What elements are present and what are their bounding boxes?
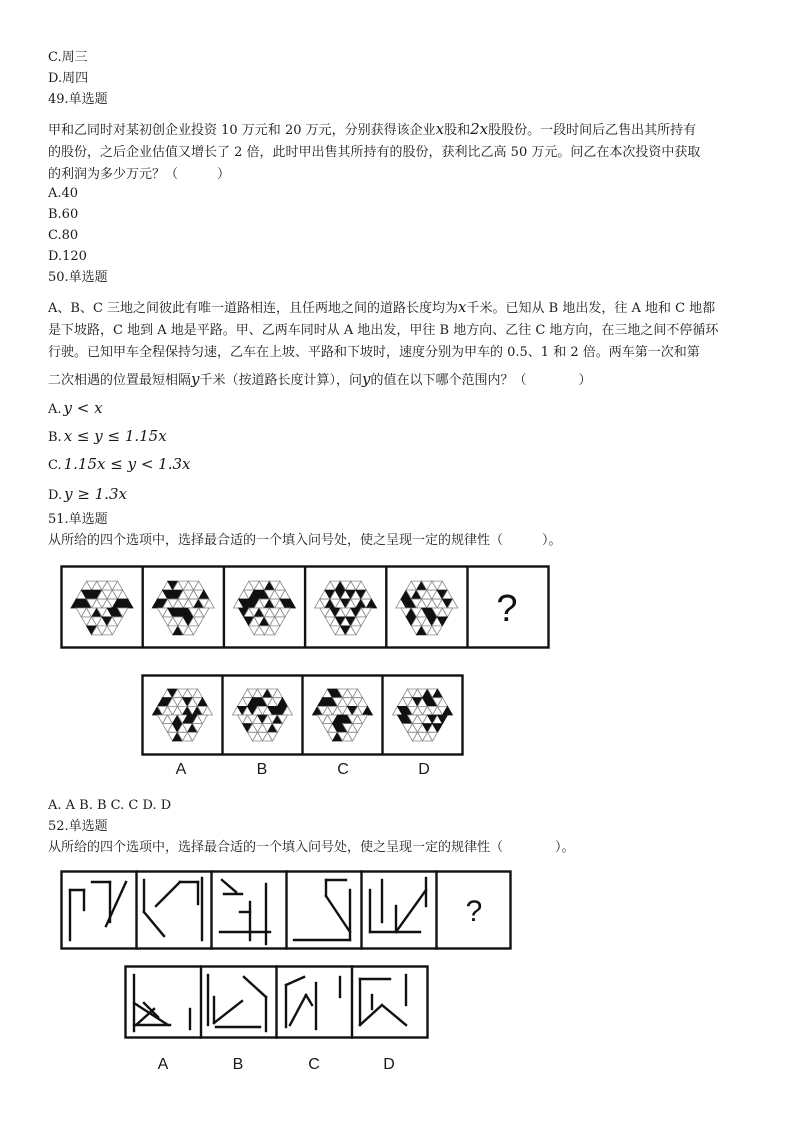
q49-stem-part: 股股份。一段时间后乙售出其所持有 [488,123,697,138]
q51-option-d [393,689,453,741]
option-label: D. [48,488,63,503]
q50-option-c[interactable] [48,454,190,476]
q51-answer-options[interactable]: A. A B. B C. C D. D [48,798,172,813]
q50-header: 50.单选题 [48,270,108,285]
q51-question-cell-3 [233,581,295,635]
q51-question-cell-1 [71,581,133,635]
q52-option-b-label[interactable]: B [232,1056,244,1073]
q52-options-figure [124,965,430,1039]
q52-cell-3 [220,880,270,944]
q49-stem-line2: 的股份，之后企业估值又增长了 2 倍，此时甲出售其所持有的股份，获利比乙高 50 万元。问乙在本次投资中获取 [48,145,701,160]
q52-question-mark: ? [465,895,483,928]
q49-stem [48,118,764,186]
q51-option-b [233,689,293,741]
q51-question-figure [60,565,550,649]
q52-option-a-label[interactable]: A [157,1056,169,1073]
q51-option-a [153,689,213,741]
q50-stem-part: 二次相遇的位置最短相隔 [48,373,192,388]
q52-option-c-label[interactable]: C [308,1056,320,1073]
q50-stem-line2: 是下坡路，C 地到 A 地是平路。甲、乙两车同时从 A 地出发，甲往 B 地方向、乙往 C 地方向，在三地之间不停循环 [48,323,719,338]
q50-option-b[interactable] [48,426,167,448]
option-math: y ≥ 1.3x [64,485,127,503]
q51-option-captions [141,761,464,781]
q52-cell-5 [370,878,426,932]
q51-options-figure [141,674,464,756]
q50-stem-line3: 行驶。已知甲车全程保持匀速，乙车在上坡、平路和下坡时，速度分别为甲车的 0.5、1 和 2 倍。两车第一次和第 [48,345,700,360]
option-math: x ≤ y ≤ 1.15x [63,427,167,445]
q51-question-svg [60,565,550,649]
q51-option-a-label[interactable]: A [175,761,187,778]
option-label: B. [48,430,62,445]
q51-question-mark: ? [496,588,518,630]
math-var-y: y [191,370,200,388]
q49-stem-part: 甲和乙同时对某初创企业投资 10 万元和 20 万元，分别获得该企业 [48,123,436,138]
q48-option-c: C.周三 [48,50,88,65]
q52-option-d [360,975,406,1025]
math-var-2x: 2x [470,120,489,138]
q52-options-svg [124,965,430,1039]
math-var-x: x [435,120,445,138]
q51-question-cell-4 [315,581,377,635]
q49-option-d[interactable]: D.120 [48,249,87,264]
option-math: 1.15x ≤ y < 1.3x [63,455,191,473]
option-label: C. [48,458,62,473]
q51-option-c-label[interactable]: C [337,761,349,778]
math-var-y: y [362,370,371,388]
q52-option-b [208,975,266,1031]
q49-option-a[interactable]: A.40 [48,186,79,201]
q52-stem: 从所给的四个选项中，选择最合适的一个填入问号处，使之呈现一定的规律性（ ）。 [48,840,575,855]
q52-option-a [134,975,190,1031]
option-math: y < x [63,399,103,417]
q52-cell-4 [294,880,350,940]
q50-stem-part: 的值在以下哪个范围内？（ ） [370,373,592,388]
q51-stem: 从所给的四个选项中，选择最合适的一个填入问号处，使之呈现一定的规律性（ ）。 [48,533,562,548]
q49-stem-line3: 的利润为多少万元？（ ） [48,167,231,182]
option-label: A. [48,402,62,417]
q49-option-b[interactable]: B.60 [48,207,79,222]
q50-option-d[interactable] [48,484,127,506]
q52-question-figure [60,870,512,950]
q51-question-cell-5 [396,581,458,635]
math-var-x: x [458,298,467,316]
q51-option-b-label[interactable]: B [256,761,268,778]
q51-option-c [313,689,373,741]
q50-stem-part: 千米（按道路长度计算），问 [199,373,363,388]
q52-cell-2 [144,878,202,940]
q51-header: 51.单选题 [48,512,108,527]
q49-option-c[interactable]: C.80 [48,228,79,243]
q50-stem-part: 千米。已知从 B 地出发，往 A 地和 C 地都 [466,301,716,316]
q49-stem-part: 股和 [444,123,471,138]
q52-question-svg [60,870,512,950]
q52-cell-1 [70,882,126,940]
q50-stem [48,296,764,392]
q52-option-d-label[interactable]: D [383,1056,395,1073]
q50-stem-part: A、B、C 三地之间彼此有唯一道路相连，且任两地之间的道路长度均为 [48,301,459,316]
q52-option-c [286,977,340,1029]
q52-option-captions [124,1056,430,1076]
q48-option-d: D.周四 [48,71,89,86]
q51-option-d-label[interactable]: D [418,761,430,778]
q52-header: 52.单选题 [48,819,108,834]
q51-options-svg [141,674,464,756]
q51-question-cell-2 [152,581,214,635]
q49-header: 49.单选题 [48,92,108,107]
q50-option-a[interactable] [48,398,103,420]
